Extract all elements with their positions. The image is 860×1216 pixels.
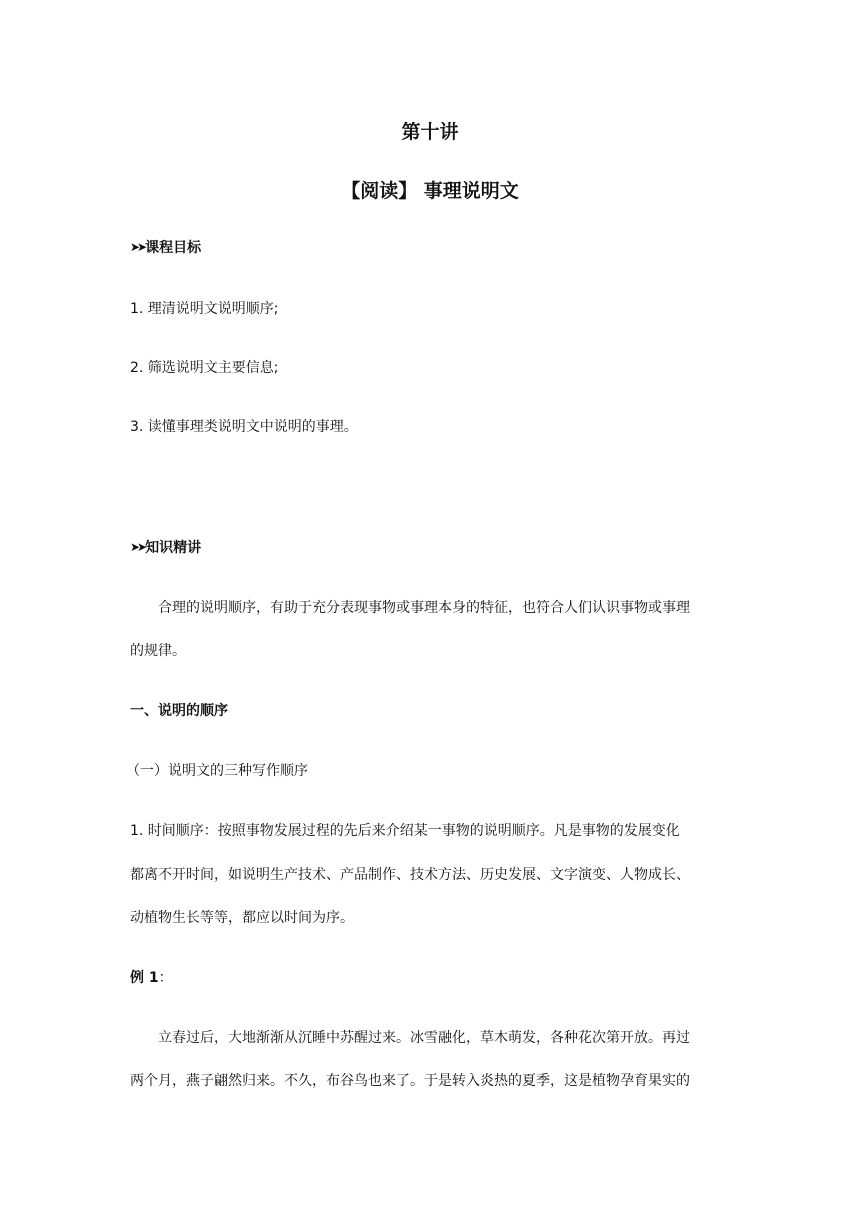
point1-line-3: 动植物生长等等，都应以时间为序。 <box>130 910 354 926</box>
intro-line-2: 的规律。 <box>130 643 186 659</box>
lecture-title: 第十讲 <box>401 121 459 143</box>
example-line-2: 两个月，燕子翩然归来。不久，布谷鸟也来了。于是转入炎热的夏季，这是植物孕育果实的 <box>130 1073 690 1089</box>
double-arrow-icon: ➤➤ <box>130 240 145 254</box>
example-colon: ： <box>158 970 173 986</box>
point1-line-1: 1. 时间顺序：按照事物发展过程的先后来介绍某一事物的说明顺序。凡是事物的发展变化 <box>130 823 680 839</box>
subsection-heading: （一）说明文的三种写作顺序 <box>126 763 308 779</box>
example-heading <box>130 967 173 987</box>
lecture-subtitle: 【阅读】 事理说明文 <box>341 180 519 202</box>
goal-item-3: 3. 读懂事理类说明文中说明的事理。 <box>130 419 358 435</box>
intro-line-1: 合理的说明顺序，有助于充分表现事物或事理本身的特征，也符合人们认识事物或事理 <box>158 600 690 616</box>
section-heading-order: 一、说明的顺序 <box>130 703 228 719</box>
point1-line-2: 都离不开时间，如说明生产技术、产品制作、技术方法、历史发展、文字演变、人物成长、 <box>130 867 690 883</box>
example-label: 例 1 <box>130 970 159 986</box>
course-goals-heading-text: 课程目标 <box>145 240 202 256</box>
goal-item-2: 2. 筛选说明文主要信息; <box>130 360 279 376</box>
example-line-1: 立春过后，大地渐渐从沉睡中苏醒过来。冰雪融化，草木萌发，各种花次第开放。再过 <box>158 1030 690 1046</box>
knowledge-heading-text: 知识精讲 <box>145 540 202 556</box>
double-arrow-icon: ➤➤ <box>130 540 145 554</box>
knowledge-heading <box>130 537 201 557</box>
goal-item-1: 1. 理清说明文说明顺序; <box>130 301 279 317</box>
course-goals-heading <box>130 237 201 257</box>
